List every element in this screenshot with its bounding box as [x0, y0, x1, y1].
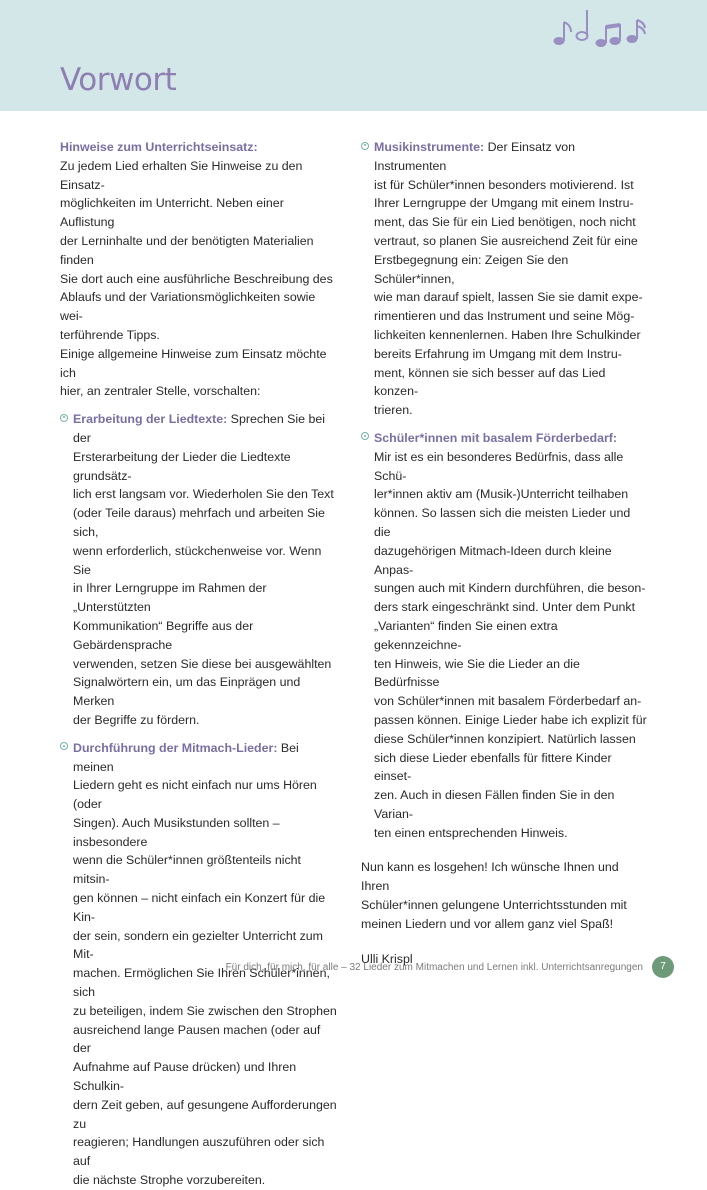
text-line: [374, 138, 647, 176]
bullet-circle-icon: [361, 142, 369, 150]
text-line: [73, 739, 340, 777]
text-line: zen. Auch in diesen Fällen finden Sie in den Varian-: [374, 788, 615, 821]
bullet-basaler-foerderbedarf: [361, 429, 647, 843]
text-line: „Varianten“ finden Sie einen extra gekennzeichne-: [374, 618, 558, 652]
closing-paragraph: [361, 858, 647, 933]
bullet-heading: Schüler*innen mit basalem Förderbedarf:: [374, 430, 618, 445]
text-line: der Begriffe zu fördern.: [73, 712, 200, 727]
bullet-heading: Durchführung der Mitmach-Lieder:: [73, 740, 278, 755]
bullet-heading: Erarbeitung der Liedtexte:: [73, 412, 228, 427]
text-run: Bei meinen: [73, 740, 299, 774]
text-line: machen. Ermöglichen Sie Ihren Schüler*innen, sich: [73, 966, 330, 1000]
text-line: der sein, sondern ein gezielter Unterricht zum Mit-: [73, 928, 323, 962]
text-line: gen können – nicht einfach ein Konzert für die Kin-: [73, 891, 326, 924]
text-line: ment, können sie sich besser auf das Lied konzen-: [374, 365, 606, 399]
text-line: Zu jedem Lied erhalten Sie Hinweise zu den Einsatz-: [60, 158, 303, 192]
text-line: ausreichend lange Pausen machen (oder auf der: [73, 1022, 321, 1056]
text-line: ten einen entsprechenden Hinweis.: [374, 825, 568, 840]
text-line: wie man darauf spielt, lassen Sie sie damit expe-: [374, 290, 643, 305]
text-line: sich diese Lieder ebenfalls für fittere Kinder einset-: [374, 750, 612, 784]
text-line: Ablaufs und der Variationsmöglichkeiten sowie wei-: [60, 290, 316, 324]
text-line: bereits Erfahrung im Umgang mit dem Instru-: [374, 346, 622, 361]
text-line: ten Hinweis, wie Sie die Lieder an die Bedürfnisse: [374, 656, 580, 690]
text-line: meinen Liedern und vor allem ganz viel Spaß!: [361, 916, 614, 931]
text-line: in Ihrer Lerngruppe im Rahmen der „Unterstützten: [73, 581, 267, 615]
text-line: können. So lassen sich die meisten Lieder und die: [374, 506, 631, 539]
text-line: Mir ist es ein besonderes Bedürfnis, dass alle Schü-: [374, 449, 624, 483]
bullet-heading: Musikinstrumente:: [374, 140, 485, 154]
page-title: Vorwort: [60, 62, 177, 98]
text-line: Ersterarbeitung der Lieder die Liedtexte grundsätz-: [73, 449, 291, 483]
bullet-circle-icon: [60, 742, 68, 750]
text-line: hier, an zentraler Stelle, vorschalten:: [60, 384, 261, 399]
signature: Ulli Krispl: [361, 951, 413, 966]
text-line: reagieren; Handlungen auszuführen oder sich auf: [73, 1135, 325, 1169]
text-line: Erstbegegnung ein: Zeigen Sie den Schüler*innen,: [374, 252, 569, 286]
text-line: terführende Tipps.: [60, 327, 160, 342]
text-line: verwenden, setzen Sie diese bei ausgewählten: [73, 656, 332, 671]
text-line: lich erst langsam vor. Wiederholen Sie den Text: [73, 487, 334, 502]
bullet-circle-icon: [60, 414, 68, 422]
text-line: dazugehörigen Mitmach-Ideen durch kleine Anpas-: [374, 543, 612, 577]
text-line: lichkeiten kennenlernen. Haben Ihre Schulkinder: [374, 327, 641, 342]
text-line: diese Schüler*innen konzipiert. Natürlich lassen: [374, 731, 636, 746]
text-line: Schüler*innen gelungene Unterrichtsstunden mit: [361, 898, 627, 913]
text-line: die nächste Strophe vorzubereiten.: [73, 1173, 266, 1188]
page-number-badge: 7: [652, 956, 674, 978]
text-line: Signalwörtern ein, um das Einprägen und Merken: [73, 675, 301, 709]
right-column: [361, 138, 647, 968]
text-line: Ihrer Lerngruppe der Umgang mit einem Instru-: [374, 196, 634, 211]
text-line: trieren.: [374, 403, 413, 418]
text-run: Der Einsatz von Instrumenten: [374, 140, 576, 173]
text-line: zu beteiligen, indem Sie zwischen den Strophen: [73, 1003, 337, 1018]
text-line: [73, 410, 340, 448]
text-line: ler*innen aktiv am (Musik-)Unterricht teilhaben: [374, 487, 629, 502]
text-line: wenn erforderlich, stückchenweise vor. Wenn Sie: [73, 543, 322, 577]
text-line: Einige allgemeine Hinweise zum Einsatz möchte ich: [60, 346, 327, 380]
text-line: passen können. Einige Lieder habe ich explizit für: [374, 712, 647, 727]
text-line: Sie dort auch eine ausführliche Beschreibung des: [60, 271, 333, 286]
text-line: möglichkeiten im Unterricht. Neben einer Auflistung: [60, 196, 284, 230]
bullet-circle-icon: [361, 432, 369, 440]
text-run: Sprechen Sie bei der: [73, 412, 326, 445]
bullet-musikinstrumente: [361, 138, 647, 420]
left-column: [60, 138, 340, 1190]
text-line: ist für Schüler*innen besonders motivierend. Ist: [374, 177, 634, 192]
music-notes-icon: [551, 6, 647, 52]
footer-book-title: Für dich, für mich, für alle – 32 Lieder zum Mitmachen und Lernen inkl. Unterrichtsanregungen: [225, 962, 643, 973]
text-line: Nun kann es losgehen! Ich wünsche Ihnen und Ihren: [361, 860, 619, 894]
bullet-liedtexte: [60, 410, 340, 730]
text-line: Singen). Auch Musikstunden sollten – insbesondere: [73, 815, 280, 849]
text-line: ders stark eingeschränkt sind. Unter dem Punkt: [374, 600, 636, 615]
intro-heading: Hinweise zum Unterrichtseinsatz:: [60, 140, 258, 154]
intro-paragraph: [60, 157, 340, 401]
text-line: ment, das Sie für ein Lied benötigen, noch nicht: [374, 215, 636, 230]
text-line: (oder Teile daraus) mehrfach und arbeiten Sie sich,: [73, 506, 325, 539]
text-line: Liedern geht es nicht einfach nur ums Hören (oder: [73, 778, 317, 812]
text-line: vertraut, so planen Sie ausreichend Zeit für eine: [374, 233, 638, 248]
text-line: wenn die Schüler*innen größtenteils nicht mitsin-: [73, 853, 301, 887]
text-line: rimentieren und das Instrument und seine Mög-: [374, 309, 635, 324]
text-line: Kommunikation“ Begriffe aus der Gebärdensprache: [73, 618, 254, 652]
text-line: der Lerninhalte und der benötigten Materialien finden: [60, 233, 314, 267]
text-line: von Schüler*innen mit basalem Förderbedarf an-: [374, 694, 642, 709]
text-line: sungen auch mit Kindern durchführen, die beson-: [374, 581, 646, 596]
text-line: Aufnahme auf Pause drücken) und Ihren Schulkin-: [73, 1060, 297, 1094]
text-line: dern Zeit geben, auf gesungene Aufforderungen zu: [73, 1097, 337, 1131]
